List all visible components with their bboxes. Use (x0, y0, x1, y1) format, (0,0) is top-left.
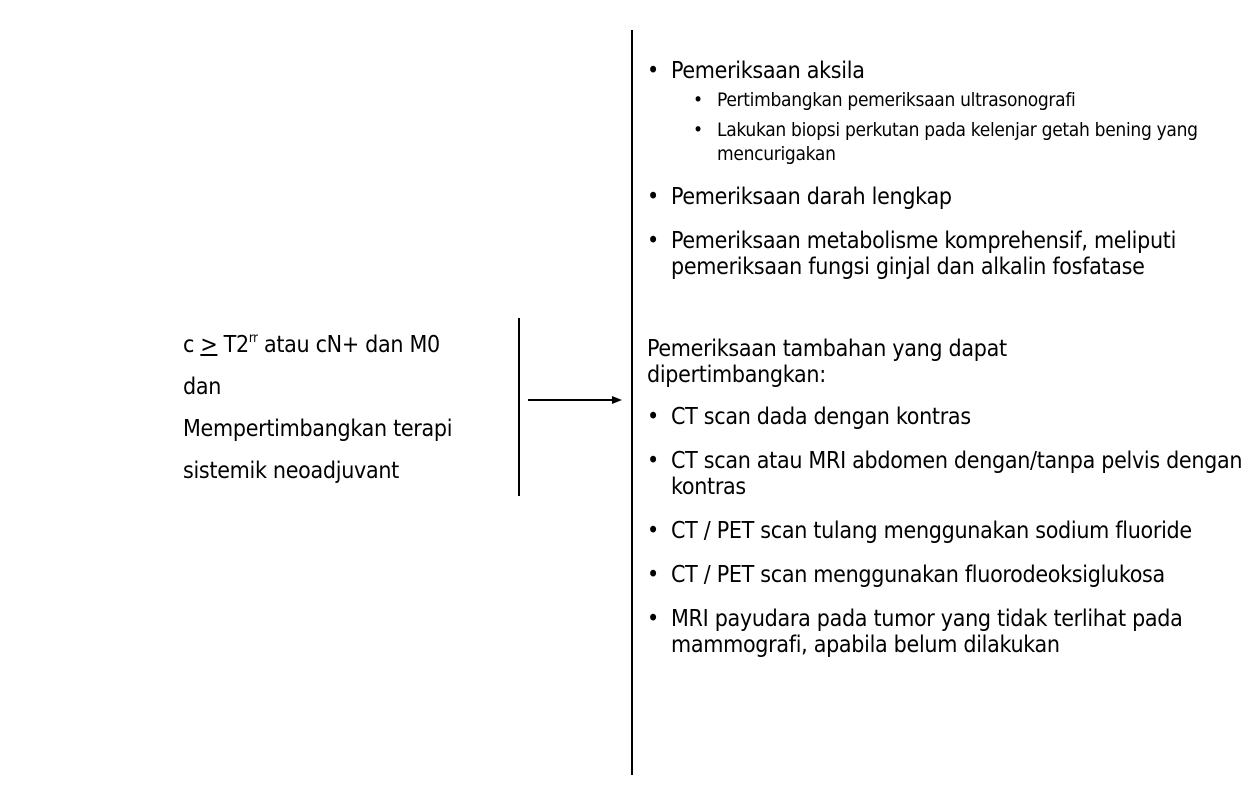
list-item: • Pemeriksaan darah lengkap (645, 184, 1245, 210)
list-item: • CT scan dada dengan kontras (645, 404, 1245, 430)
list-item: • Pemeriksaan metabolisme komprehensif, meliputi pemeriksaan fungsi ginjal dan alkalin fosfatase (645, 228, 1245, 280)
condition-line-1 (183, 318, 513, 366)
axilla-sublist (693, 88, 1245, 166)
condition-rest: atau cN+ dan M0 (257, 332, 440, 358)
greater-equal-symbol: > (200, 332, 218, 358)
sub-list-item: • Pertimbangkan pemeriksaan ultrasonografi (693, 88, 1245, 112)
list-item: • CT / PET scan tulang menggunakan sodium fluoride (645, 518, 1245, 544)
condition-line-4: sistemik neoadjuvant (183, 458, 399, 484)
condition-stage: T2 (217, 332, 249, 358)
flow-arrow-icon (528, 392, 628, 408)
condition-superscript: rr (248, 331, 258, 346)
condition-box (183, 318, 513, 492)
condition-bracket-line (518, 318, 520, 496)
condition-line-2: dan (183, 374, 222, 400)
workup-list (645, 58, 1245, 676)
additional-list (645, 404, 1245, 658)
list-item: • Pemeriksaan aksila (645, 58, 1245, 84)
list-item: • CT / PET scan menggunakan fluorodeoksiglukosa (645, 562, 1245, 588)
condition-prefix: c (183, 332, 201, 358)
list-item: • CT scan atau MRI abdomen dengan/tanpa pelvis dengan kontras (645, 448, 1245, 500)
workup-bracket-line (631, 30, 633, 775)
list-item: • MRI payudara pada tumor yang tidak terlihat pada mammografi, apabila belum dilakukan (645, 606, 1245, 658)
sub-list-item: • Lakukan biopsi perkutan pada kelenjar getah bening yang mencurigakan (693, 118, 1245, 166)
condition-line-3: Mempertimbangkan terapi (183, 416, 453, 442)
additional-heading: Pemeriksaan tambahan yang dapat dipertimbangkan: (647, 336, 1007, 388)
